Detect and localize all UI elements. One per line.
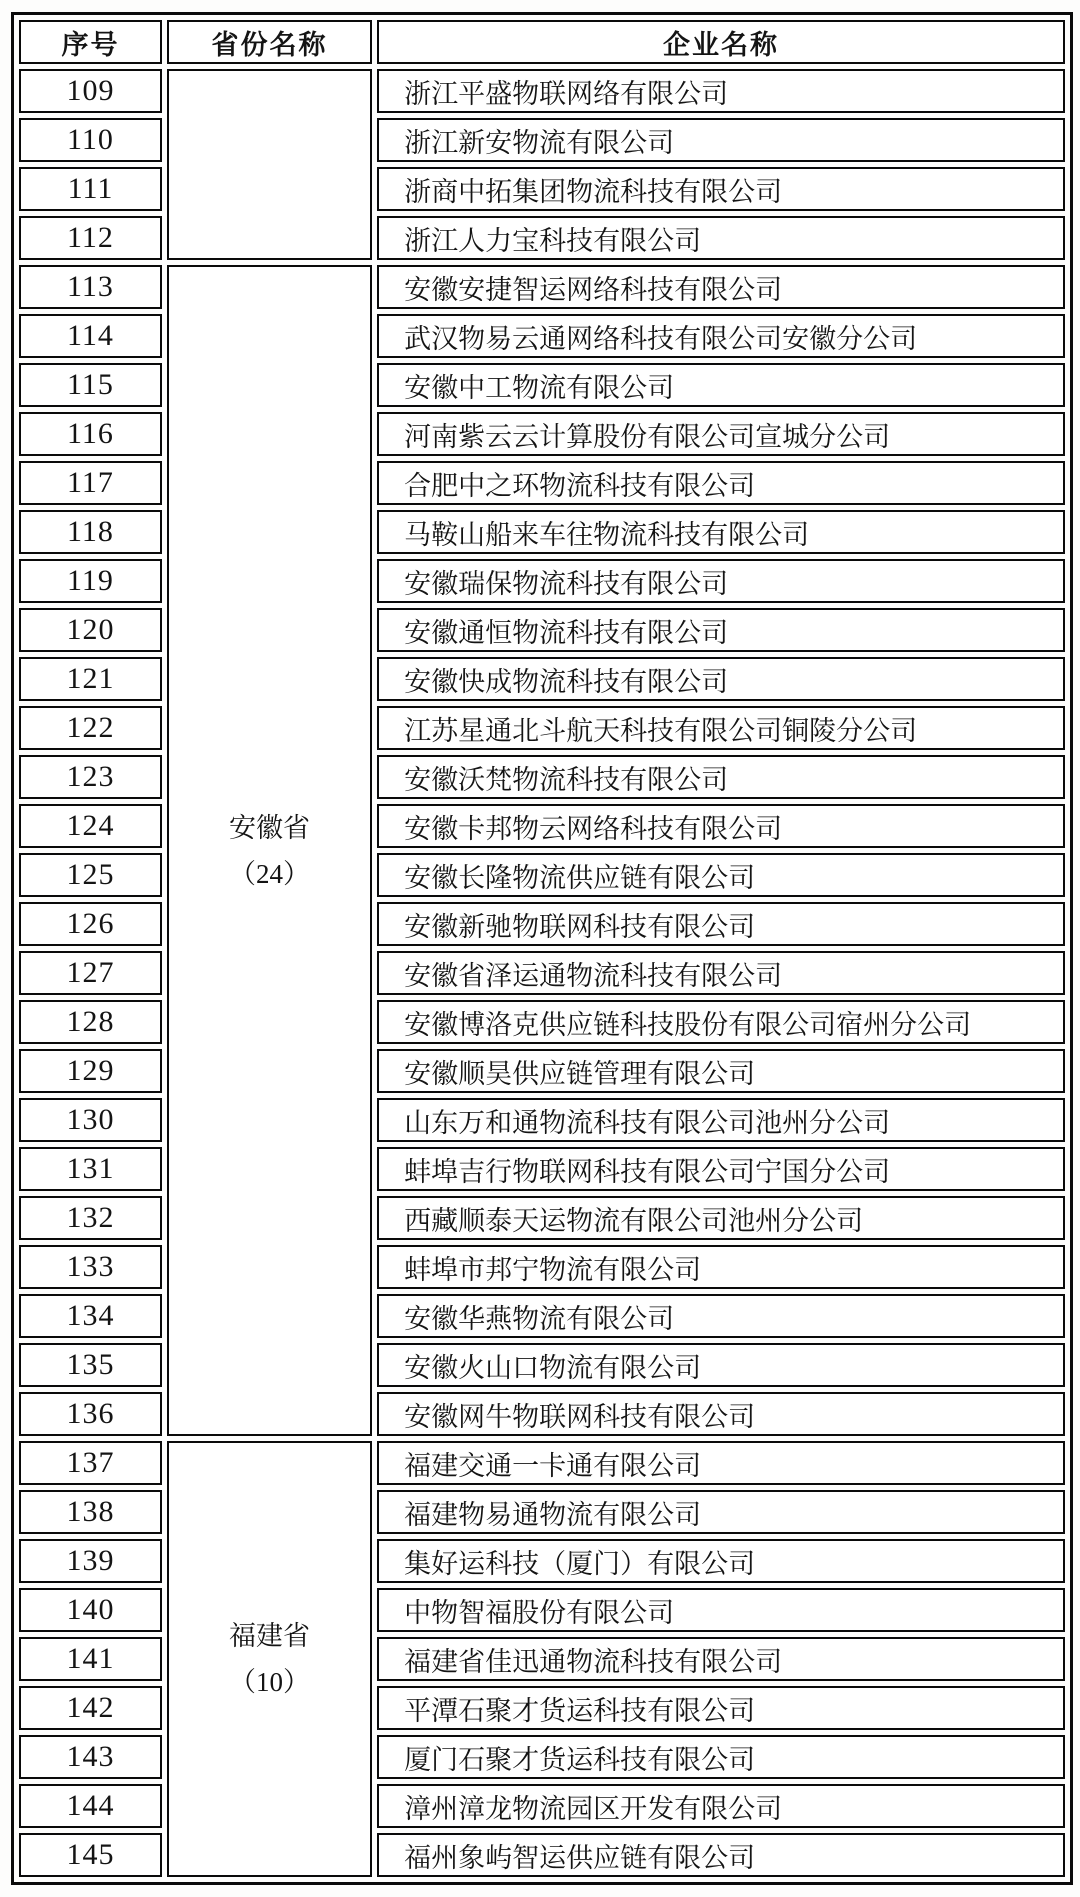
serial-number-cell: 125 [19,853,162,897]
serial-number-cell: 117 [19,461,162,505]
serial-number-cell: 132 [19,1196,162,1240]
company-name-cell: 蚌埠市邦宁物流有限公司 [377,1245,1065,1289]
table-row [19,1441,1065,1485]
serial-number-cell: 124 [19,804,162,848]
company-name-cell: 安徽新驰物联网科技有限公司 [377,902,1065,946]
company-name-cell: 安徽安捷智运网络科技有限公司 [377,265,1065,309]
serial-number-cell: 129 [19,1049,162,1093]
company-name-cell: 安徽博洛克供应链科技股份有限公司宿州分公司 [377,1000,1065,1044]
company-name-cell: 浙江新安物流有限公司 [377,118,1065,162]
serial-number-cell: 113 [19,265,162,309]
serial-number-cell: 143 [19,1735,162,1779]
serial-number-cell: 128 [19,1000,162,1044]
serial-number-cell: 140 [19,1588,162,1632]
company-name-cell: 河南紫云云计算股份有限公司宣城分公司 [377,412,1065,456]
company-name-cell: 集好运科技（厦门）有限公司 [377,1539,1065,1583]
serial-number-cell: 114 [19,314,162,358]
company-name-cell: 漳州漳龙物流园区开发有限公司 [377,1784,1065,1828]
header-cell-company: 企业名称 [377,20,1065,64]
company-name-cell: 浙江平盛物联网络有限公司 [377,69,1065,113]
company-name-cell: 安徽顺昊供应链管理有限公司 [377,1049,1065,1093]
company-name-cell: 安徽沃梵物流科技有限公司 [377,755,1065,799]
company-name-cell: 安徽中工物流有限公司 [377,363,1065,407]
company-name-cell: 福建交通一卡通有限公司 [377,1441,1065,1485]
serial-number-cell: 135 [19,1343,162,1387]
company-name-cell: 福建省佳迅通物流科技有限公司 [377,1637,1065,1681]
company-name-cell: 安徽省泽运通物流科技有限公司 [377,951,1065,995]
company-name-cell: 合肥中之环物流科技有限公司 [377,461,1065,505]
company-name-cell: 安徽网牛物联网科技有限公司 [377,1392,1065,1436]
company-name-cell: 安徽瑞保物流科技有限公司 [377,559,1065,603]
serial-number-cell: 145 [19,1833,162,1877]
company-name-cell: 安徽长隆物流供应链有限公司 [377,853,1065,897]
serial-number-cell: 138 [19,1490,162,1534]
company-name-cell: 安徽火山口物流有限公司 [377,1343,1065,1387]
province-cell [167,69,372,260]
serial-number-cell: 122 [19,706,162,750]
serial-number-cell: 111 [19,167,162,211]
serial-number-cell: 123 [19,755,162,799]
province-cell [167,265,372,1436]
serial-number-cell: 139 [19,1539,162,1583]
table-row [19,265,1065,309]
company-name-cell: 江苏星通北斗航天科技有限公司铜陵分公司 [377,706,1065,750]
company-name-cell: 武汉物易云通网络科技有限公司安徽分公司 [377,314,1065,358]
province-count: （10） [229,1667,311,1697]
company-name-cell: 安徽华燕物流有限公司 [377,1294,1065,1338]
serial-number-cell: 112 [19,216,162,260]
serial-number-cell: 110 [19,118,162,162]
company-name-cell: 蚌埠吉行物联网科技有限公司宁国分公司 [377,1147,1065,1191]
company-name-cell: 福建物易通物流有限公司 [377,1490,1065,1534]
header-cell-serial: 序号 [19,20,162,64]
company-name-cell: 浙江人力宝科技有限公司 [377,216,1065,260]
serial-number-cell: 137 [19,1441,162,1485]
table-body [19,69,1065,1877]
company-name-cell: 平潭石聚才货运科技有限公司 [377,1686,1065,1730]
serial-number-cell: 120 [19,608,162,652]
serial-number-cell: 141 [19,1637,162,1681]
header-row [19,20,1065,64]
serial-number-cell: 134 [19,1294,162,1338]
province-name: 安徽省 [229,812,311,843]
serial-number-cell: 109 [19,69,162,113]
serial-number-cell: 142 [19,1686,162,1730]
company-name-cell: 中物智福股份有限公司 [377,1588,1065,1632]
province-company-table [11,12,1073,1885]
serial-number-cell: 131 [19,1147,162,1191]
company-name-cell: 马鞍山船来车往物流科技有限公司 [377,510,1065,554]
table-row [19,69,1065,113]
company-name-cell: 福州象屿智运供应链有限公司 [377,1833,1065,1877]
serial-number-cell: 118 [19,510,162,554]
province-count: （24） [229,858,311,889]
province-name: 福建省 [229,1621,311,1651]
serial-number-cell: 116 [19,412,162,456]
serial-number-cell: 136 [19,1392,162,1436]
serial-number-cell: 119 [19,559,162,603]
company-name-cell: 安徽通恒物流科技有限公司 [377,608,1065,652]
company-name-cell: 安徽卡邦物云网络科技有限公司 [377,804,1065,848]
serial-number-cell: 121 [19,657,162,701]
serial-number-cell: 115 [19,363,162,407]
company-name-cell: 山东万和通物流科技有限公司池州分公司 [377,1098,1065,1142]
serial-number-cell: 133 [19,1245,162,1289]
serial-number-cell: 127 [19,951,162,995]
company-name-cell: 安徽快成物流科技有限公司 [377,657,1065,701]
serial-number-cell: 126 [19,902,162,946]
company-name-cell: 西藏顺泰天运物流有限公司池州分公司 [377,1196,1065,1240]
header-cell-province: 省份名称 [167,20,372,64]
province-cell [167,1441,372,1877]
company-name-cell: 厦门石聚才货运科技有限公司 [377,1735,1065,1779]
company-name-cell: 浙商中拓集团物流科技有限公司 [377,167,1065,211]
serial-number-cell: 130 [19,1098,162,1142]
serial-number-cell: 144 [19,1784,162,1828]
